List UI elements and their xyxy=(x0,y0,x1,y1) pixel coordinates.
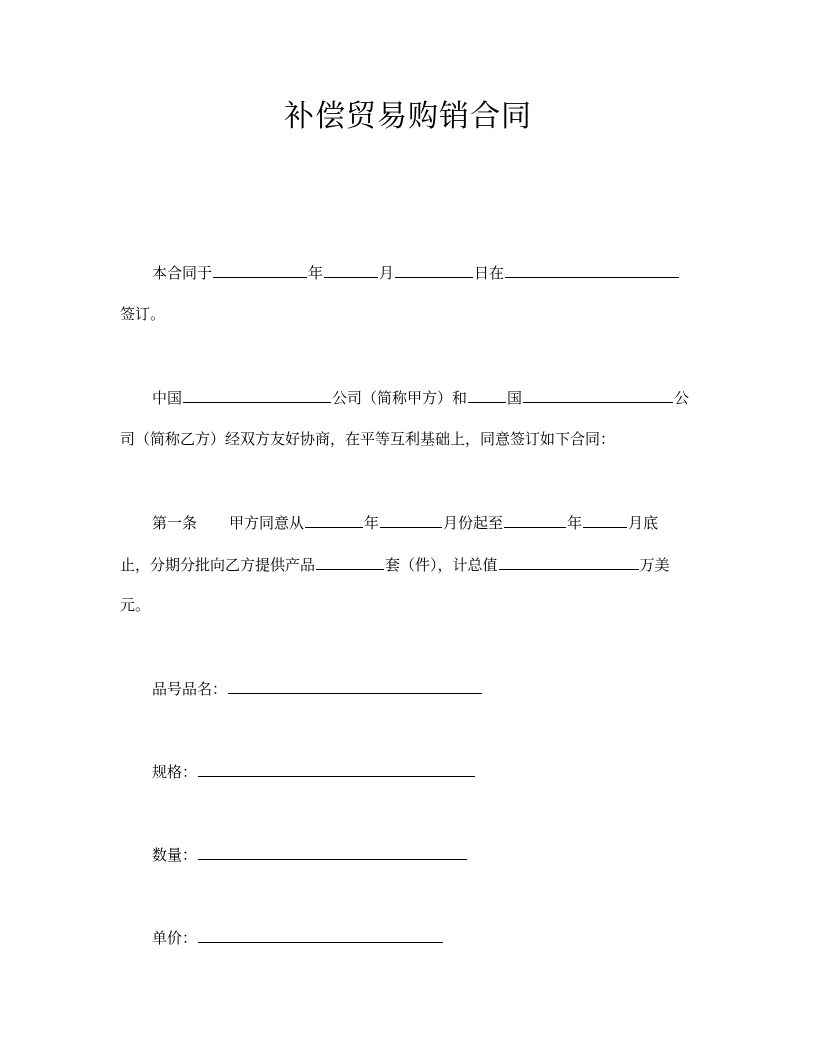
text: 止，分期分批向乙方提供产品 xyxy=(120,556,316,574)
para-parties-line-1 xyxy=(152,386,689,409)
blank-country xyxy=(468,386,506,403)
blank-end-year xyxy=(504,511,566,528)
text: 月份起至 xyxy=(443,514,504,532)
text: 月底 xyxy=(628,514,659,532)
text: 月 xyxy=(379,264,395,282)
blank-quantity-field xyxy=(198,843,467,860)
para-signing-line-2 xyxy=(120,303,165,325)
text: 年 xyxy=(308,264,324,282)
article-1-line-2 xyxy=(120,553,670,576)
blank-total-value xyxy=(499,553,639,570)
blank-quantity xyxy=(316,553,384,570)
blank-unit-price xyxy=(198,926,443,943)
text: 甲方同意从 xyxy=(229,514,305,532)
blank-month xyxy=(324,261,378,278)
blank-start-year xyxy=(305,511,363,528)
field-label: 数量： xyxy=(152,846,198,864)
text: 公司（简称甲方）和 xyxy=(332,389,468,407)
blank-product-name xyxy=(228,677,482,694)
field-quantity xyxy=(152,843,468,866)
field-product-name xyxy=(152,677,483,700)
blank-start-month xyxy=(380,511,442,528)
blank-spec xyxy=(198,760,475,777)
text: 本合同于 xyxy=(152,264,213,282)
article-1-line-1 xyxy=(152,511,658,534)
para-signing-line-1 xyxy=(152,261,680,284)
text: 国 xyxy=(507,389,523,407)
text: 万美 xyxy=(639,556,670,574)
text: 元。 xyxy=(120,596,151,614)
blank-end-month xyxy=(583,511,627,528)
blank-party-b xyxy=(523,386,673,403)
field-label: 单价： xyxy=(152,929,198,947)
field-label: 规格： xyxy=(152,763,198,781)
article-number: 第一条 xyxy=(152,514,198,532)
field-unit-price xyxy=(152,926,444,949)
field-label: 品号品名： xyxy=(152,680,228,698)
blank-year xyxy=(213,261,307,278)
text: 年 xyxy=(567,514,583,532)
blank-place xyxy=(505,261,679,278)
para-parties-line-2 xyxy=(120,428,615,450)
text: 日在 xyxy=(474,264,505,282)
blank-party-a xyxy=(183,386,331,403)
document-title: 补偿贸易购销合同 xyxy=(284,99,532,134)
text: 司（简称乙方）经双方友好协商，在平等互利基础上，同意签订如下合同： xyxy=(120,430,616,448)
field-spec xyxy=(152,760,476,783)
text: 年 xyxy=(364,514,380,532)
text: 中国 xyxy=(152,389,183,407)
text: 套（件），计总值 xyxy=(385,556,498,574)
text: 公 xyxy=(674,389,690,407)
text: 签订。 xyxy=(120,305,166,323)
article-1-line-3 xyxy=(120,594,150,616)
blank-day xyxy=(395,261,473,278)
